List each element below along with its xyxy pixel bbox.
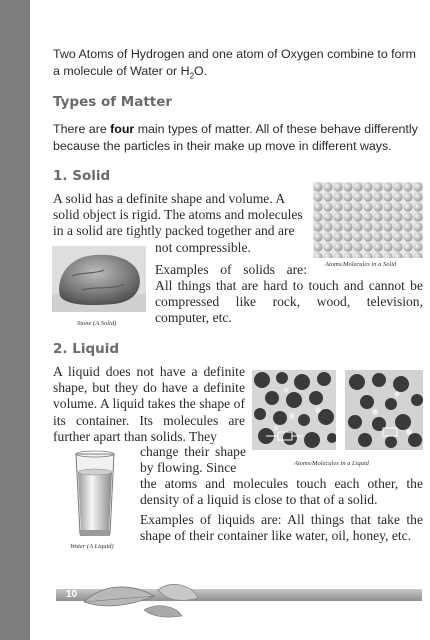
liquid-heading: 2. Liquid [53, 341, 120, 357]
page-number: 10 [66, 589, 78, 600]
water-glass-image [72, 450, 118, 540]
types-heading: Types of Matter [53, 94, 173, 110]
solid-particles-caption: Atoms/Molecules in a Solid [325, 261, 397, 268]
intro-end: O. [194, 63, 208, 78]
intro-paragraph [53, 46, 423, 84]
liquid-examples: Examples of liquids are: All things that take the shape of their container like water, oil, honey, etc. [140, 512, 423, 544]
leaf-decoration-icon [74, 580, 204, 620]
solid-line-4: not compressible. [155, 240, 251, 255]
types-paragraph [53, 121, 423, 154]
liquid-particles-figure-2 [345, 370, 423, 450]
liquid-paragraph-a: A liquid does not have a definite shape, but they do have a definite volume. A liquid takes the shape of its container. Its molecules are further apart than solids. They [53, 364, 245, 444]
solid-particles-figure [313, 182, 423, 258]
intro-subscript: 2 [189, 70, 195, 80]
solid-examples-a: Examples of solids are: [155, 262, 307, 277]
solid-heading: 1. Solid [53, 168, 111, 184]
water-glass-caption: Water (A Liquid) [70, 543, 114, 550]
types-post: main types of matter. All of these behave differently because the particles in their make up move in different ways. [53, 122, 418, 153]
page-spine [0, 0, 30, 640]
liquid-paragraph-b: change their shape by flowing. Since [140, 444, 246, 476]
liquid-paragraph-c: the atoms and molecules touch each other, the density of a liquid is close to that of a solid. [140, 476, 423, 508]
solid-examples-b: All things that are hard to touch and cannot be compressed like rock, wood, television, computer, etc. [155, 278, 423, 326]
solid-line-1: A solid has a definite shape and volume. A [53, 191, 286, 206]
solid-paragraph [53, 191, 308, 240]
types-bold: four [110, 122, 135, 136]
liquid-particles-figure-1 [252, 370, 336, 450]
liquid-particles-caption: Atoms/Molecules in a Liquid [294, 460, 369, 467]
types-pre: There are [53, 122, 111, 136]
intro-text: Two Atoms of Hydrogen and one atom of Oxygen combine to form a molecule of Water or H [53, 47, 416, 78]
solid-line-3: in a solid are tightly packed together and are [53, 223, 295, 239]
solid-line-2: solid object is rigid. The atoms and molecules [53, 207, 303, 223]
stone-caption: Stone (A Solid) [77, 320, 117, 327]
stone-image [52, 246, 146, 312]
